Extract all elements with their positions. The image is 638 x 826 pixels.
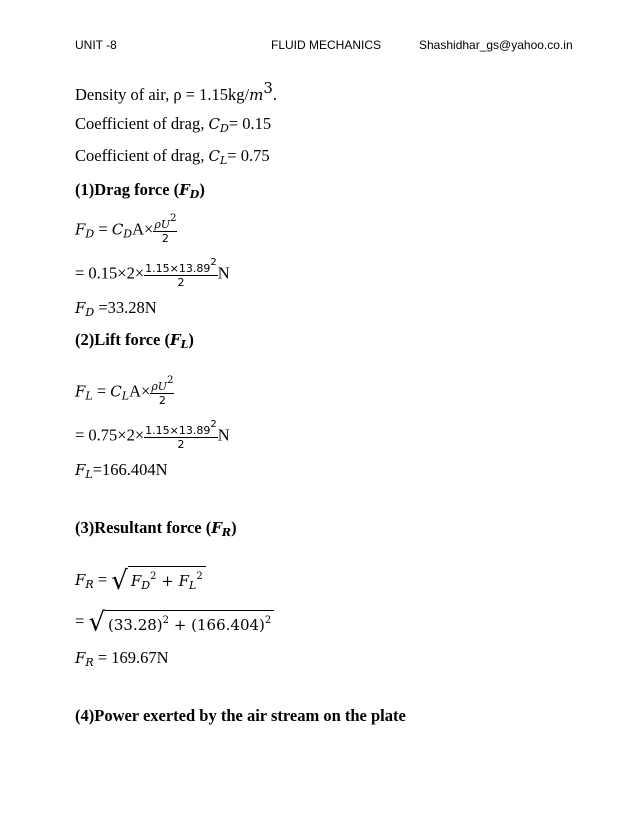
resultant-formula-a-exp: 2 (150, 571, 157, 582)
drag-formula-lhs-sub: D (85, 227, 95, 241)
resultant-formula-lhs: F (75, 570, 86, 589)
lift-formula-num: ρU (151, 380, 168, 393)
resultant-formula-sqrt: √ $F_D^2 + F_L^2$ (111, 566, 205, 596)
cl-value: = 0.75 (227, 146, 270, 165)
cl-text: Coefficient of drag, (75, 146, 209, 165)
density-text: Density of air, ρ = 1.15kg/ (75, 85, 250, 104)
drag-formula-num: ρU (154, 218, 171, 231)
drag-calc-prefix: = 0.15×2× (75, 263, 145, 283)
drag-heading-var: F (179, 181, 190, 199)
drag-result-sub: D (85, 306, 95, 319)
lift-formula (75, 376, 174, 409)
resultant-formula-b-exp: 2 (196, 571, 203, 582)
lift-heading-sub: L (180, 338, 189, 351)
subject-label: FLUID MECHANICS (271, 38, 382, 52)
drag-calc-unit: N (217, 263, 230, 283)
lift-calc (75, 420, 230, 453)
cl-var: C (208, 147, 220, 165)
resultant-formula-b-sub: L (189, 579, 197, 592)
lift-formula-den: 2 (158, 394, 166, 407)
cl-sub: L (219, 154, 228, 167)
drag-heading-close: ) (199, 180, 205, 199)
lift-heading (75, 330, 194, 355)
drag-formula-eq: = (94, 219, 112, 239)
lift-formula-mid: A× (129, 381, 151, 401)
resultant-heading-close: ) (231, 518, 237, 537)
cd-line (75, 114, 271, 139)
resultant-heading (75, 518, 237, 543)
lift-heading-text: (2)Lift force ( (75, 330, 170, 349)
drag-calc-num: 1.15×13.89 (145, 262, 211, 275)
lift-calc-prefix: = 0.75×2× (75, 425, 145, 445)
drag-formula-num-exp: 2 (170, 213, 177, 224)
lift-calc-unit: N (217, 425, 230, 445)
resultant-formula (75, 566, 206, 596)
cd-var: C (208, 115, 220, 133)
drag-formula-fraction (153, 212, 177, 245)
drag-result-var: F (75, 299, 86, 317)
cl-line (75, 146, 270, 171)
density-unit-exp: 3 (263, 79, 273, 97)
lift-formula-coef: C (110, 382, 122, 401)
drag-formula (75, 214, 177, 247)
unit-label: UNIT -8 (75, 38, 117, 52)
lift-formula-num-exp: 2 (167, 375, 174, 386)
lift-heading-close: ) (188, 330, 194, 349)
cd-value: = 0.15 (228, 114, 272, 133)
resultant-result (75, 648, 169, 673)
resultant-calc-b-exp: 2 (264, 615, 272, 626)
drag-formula-coef: C (111, 220, 124, 239)
resultant-heading-sub: R (221, 526, 232, 539)
resultant-calc-a-exp: 2 (162, 615, 170, 626)
lift-calc-fraction (144, 418, 218, 451)
resultant-calc-sqrt: √ $(33.28)^2 + (166.404)^2$ (88, 610, 274, 635)
lift-heading-var: F (169, 331, 181, 349)
cd-sub: D (219, 122, 229, 135)
lift-result-var: F (75, 461, 86, 479)
lift-formula-lhs: F (75, 382, 86, 401)
lift-result (75, 460, 168, 485)
resultant-result-sub: R (85, 656, 94, 669)
resultant-calc (75, 607, 274, 638)
drag-calc-num-exp: 2 (210, 257, 217, 268)
resultant-formula-a: F (130, 572, 142, 590)
resultant-formula-lhs-sub: R (85, 577, 94, 591)
lift-result-value: =166.404N (92, 460, 168, 479)
lift-calc-num: 1.15×13.89 (145, 424, 211, 437)
resultant-calc-a: (33.28) (108, 616, 163, 634)
email-label: Shashidhar_gs@yahoo.co.in (419, 38, 573, 52)
drag-formula-den: 2 (161, 232, 169, 245)
drag-formula-coef-sub: D (123, 227, 133, 241)
lift-formula-coef-sub: L (121, 389, 130, 403)
resultant-formula-a-sub: D (141, 579, 151, 592)
density-line (75, 78, 277, 105)
drag-heading-sub: D (189, 188, 200, 201)
resultant-formula-eq: = (93, 569, 112, 589)
power-heading: (4)Power exerted by the air stream on the plate (75, 706, 406, 725)
resultant-result-var: F (75, 649, 86, 667)
lift-calc-den: 2 (177, 438, 185, 451)
lift-calc-num-exp: 2 (210, 419, 217, 430)
resultant-result-value: = 169.67N (93, 648, 169, 667)
drag-heading (75, 180, 205, 205)
drag-heading-text: (1)Drag force ( (75, 180, 180, 199)
resultant-formula-b: F (178, 572, 190, 590)
drag-calc-den: 2 (177, 276, 185, 289)
density-unit-var: m (249, 86, 264, 104)
resultant-heading-text: (3)Resultant force ( (75, 518, 212, 537)
drag-formula-mid: A× (132, 219, 154, 239)
lift-formula-eq: = (92, 381, 111, 401)
cd-text: Coefficient of drag, (75, 114, 209, 133)
resultant-heading-var: F (211, 519, 222, 537)
resultant-formula-plus: + (156, 572, 179, 590)
resultant-calc-plus: + (169, 616, 192, 634)
resultant-calc-prefix: = (75, 611, 89, 631)
drag-formula-lhs: F (75, 220, 86, 239)
lift-formula-fraction (150, 374, 174, 407)
lift-result-sub: L (85, 468, 93, 481)
lift-formula-lhs-sub: L (85, 389, 93, 403)
drag-result (75, 298, 157, 323)
drag-result-value: =33.28N (94, 298, 157, 317)
resultant-calc-b: (166.404) (191, 616, 265, 634)
drag-calc (75, 258, 230, 291)
density-tail: . (272, 85, 277, 104)
drag-calc-fraction (144, 256, 218, 289)
